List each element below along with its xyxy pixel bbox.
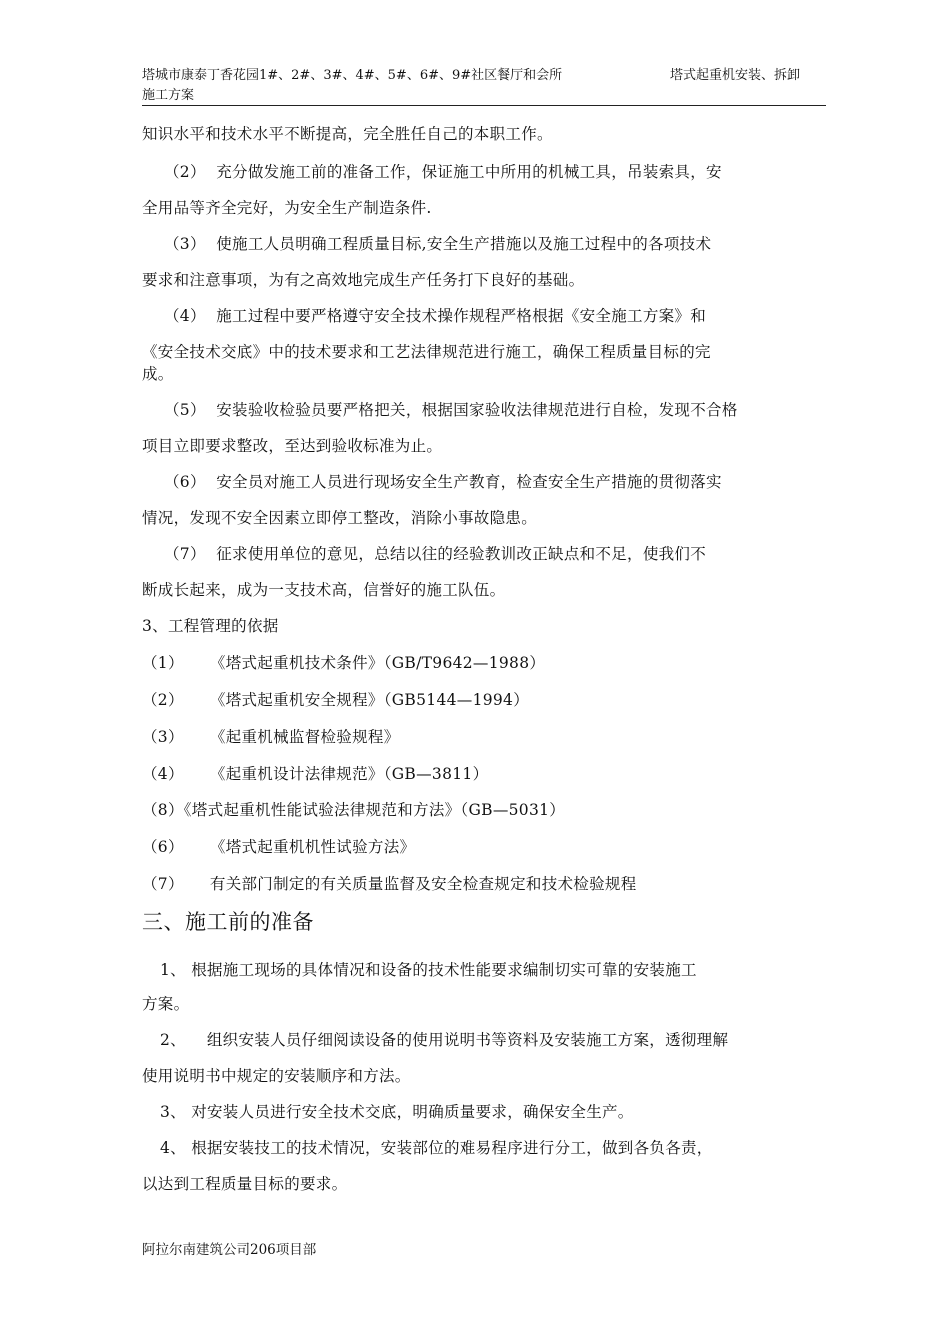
body-line: （2） 充分做发施工前的准备工作，保证施工中所用的机械工具，吊装索具，安 <box>164 163 722 181</box>
prep-line: 2、 组织安装人员仔细阅读设备的使用说明书等资料及安装施工方案，透彻理解 <box>160 1031 729 1049</box>
prep-line: 方案。 <box>142 995 190 1013</box>
reference-item: （7） 有关部门制定的有关质量监督及安全检查规定和技术检验规程 <box>142 875 637 893</box>
prep-line: 使用说明书中规定的安装顺序和方法。 <box>142 1067 411 1085</box>
body-line: 断成长起来，成为一支技术高，信誉好的施工队伍。 <box>142 581 506 599</box>
body-line: 知识水平和技术水平不断提高，完全胜任自己的本职工作。 <box>142 125 553 143</box>
header-project-subtitle: 施工方案 <box>142 88 195 103</box>
reference-item: （4） 《起重机设计法律规范》（GB—3811） <box>142 765 489 783</box>
header-divider <box>142 105 826 106</box>
subsection-heading: 3、工程管理的依据 <box>142 617 279 635</box>
body-line: 项目立即要求整改，至达到验收标准为止。 <box>142 437 443 455</box>
section-heading: 三、施工前的准备 <box>142 910 314 934</box>
prep-line: 3、 对安装人员进行安全技术交底，明确质量要求，确保安全生产。 <box>160 1103 634 1121</box>
body-line: （7） 征求使用单位的意见，总结以往的经验教训改正缺点和不足，使我们不 <box>164 545 707 563</box>
reference-item: （3） 《起重机械监督检验规程》 <box>142 728 400 746</box>
reference-item: （1） 《塔式起重机技术条件》（GB/T9642—1988） <box>142 654 546 672</box>
body-line: （6） 安全员对施工人员进行现场安全生产教育，检查安全生产措施的贯彻落实 <box>164 473 722 491</box>
prep-line: 1、 根据施工现场的具体情况和设备的技术性能要求编制切实可靠的安装施工 <box>160 961 697 979</box>
body-line: （5） 安装验收检验员要严格把关，根据国家验收法律规范进行自检，发现不合格 <box>164 401 738 419</box>
body-line: 情况，发现不安全因素立即停工整改，消除小事故隐患。 <box>142 509 538 527</box>
header-project-title: 塔城市康泰丁香花园1#、2#、3#、4#、5#、6#、9#社区餐厅和会所 <box>142 68 563 83</box>
body-line: 《安全技术交底》中的技术要求和工艺法律规范进行施工，确保工程质量目标的完 <box>142 343 711 361</box>
body-line: 全用品等齐全完好，为安全生产制造条件. <box>142 199 432 217</box>
body-line: 成。 <box>142 365 174 383</box>
page-footer: 阿拉尔南建筑公司206项目部 <box>142 1242 317 1258</box>
body-line: （3） 使施工人员明确工程质量目标,安全生产措施以及施工过程中的各项技术 <box>164 235 712 253</box>
body-line: 要求和注意事项，为有之高效地完成生产任务打下良好的基础。 <box>142 271 585 289</box>
header-doc-title: 塔式起重机安装、拆卸 <box>669 68 800 83</box>
reference-item: （6） 《塔式起重机机性试验方法》 <box>142 838 416 856</box>
body-line: （4） 施工过程中要严格遵守安全技术操作规程严格根据《安全施工方案》和 <box>164 307 707 325</box>
reference-item: （8）《塔式起重机性能试验法律规范和方法》（GB—5031） <box>142 801 566 819</box>
prep-line: 4、 根据安装技工的技术情况，安装部位的难易程序进行分工，做到各负各责， <box>160 1139 713 1157</box>
reference-item: （2） 《塔式起重机安全规程》（GB5144—1994） <box>142 691 530 709</box>
prep-line: 以达到工程质量目标的要求。 <box>142 1175 348 1193</box>
